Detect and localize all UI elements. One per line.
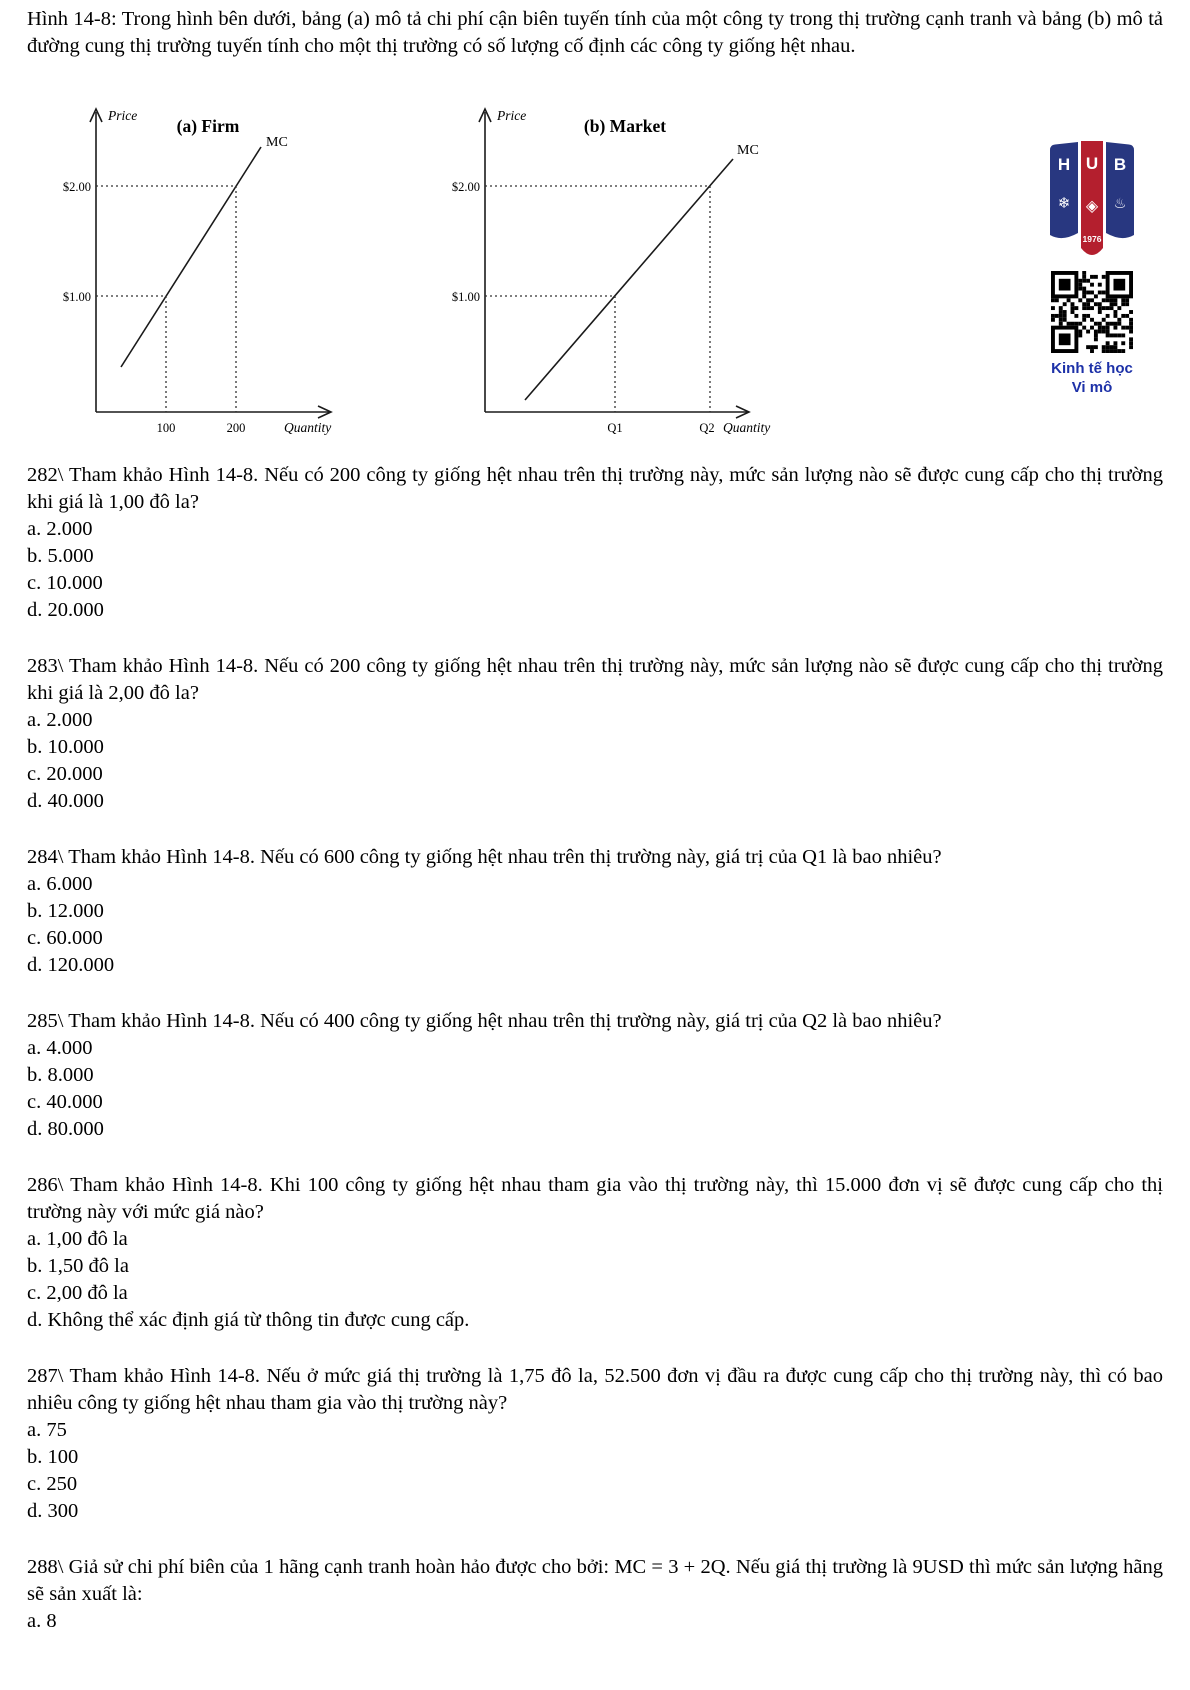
questions-list [27, 462, 1163, 1635]
answer-option: d. 120.000 [27, 954, 115, 976]
firm-price1-tick-label: $1.00 [62, 290, 91, 304]
question-282 [27, 462, 1163, 624]
firm-title: (a) Firm [176, 116, 240, 136]
logo-letter-b: B [1113, 155, 1127, 174]
firm-price-axis-label: Price [108, 108, 138, 123]
answer-option: b. 12.000 [27, 900, 104, 922]
course-caption-line2: Vi mô [1071, 379, 1113, 396]
answer-option: a. 8 [27, 1610, 57, 1632]
question-283 [27, 653, 1163, 815]
question-stem: 283\ Tham khảo Hình 14-8. Nếu có 200 công ty giống hệt nhau trên thị trường này, mức sản lượng nào sẽ được cung cấp cho thị trường khi giá là 2,00 đô la? [27, 655, 1163, 704]
firm-quantity-axis-label: Quantity [284, 420, 332, 435]
question-287 [27, 1363, 1163, 1525]
logo-letter-u: U [1085, 154, 1099, 173]
qr-code [1051, 271, 1133, 353]
answer-option: a. 75 [27, 1419, 67, 1441]
logo-diamond-emblem-icon: ◈ [1085, 198, 1099, 215]
logo-letter-h: H [1057, 155, 1071, 174]
firm-q100-tick-label: 100 [156, 421, 176, 435]
figure-panel [0, 96, 1190, 448]
market-q2-tick-label: Q2 [699, 421, 715, 435]
quiz-page [0, 6, 1190, 1690]
question-stem: 285\ Tham khảo Hình 14-8. Nếu có 400 công ty giống hệt nhau trên thị trường này, giá trị của Q2 là bao nhiêu? [27, 1010, 942, 1032]
market-price2-tick-label: $2.00 [451, 180, 480, 194]
question-stem: 288\ Giả sử chi phí biên của 1 hãng cạnh tranh hoàn hảo được cho bởi: MC = 3 + 2Q. Nếu giá thị trường là 9USD thì mức sản lượng hãng sẽ sản xuất là: [27, 1556, 1163, 1605]
answer-option: b. 5.000 [27, 545, 94, 567]
market-q1-tick-label: Q1 [607, 421, 623, 435]
firm-chart [46, 96, 348, 438]
market-mc-label: MC [737, 143, 759, 158]
answer-option: a. 1,00 đô la [27, 1228, 128, 1250]
figure-caption-intro: Hình 14-8: Trong hình bên dưới, bảng (a) mô tả chi phí cận biên tuyến tính của một công ty trong thị trường cạnh tranh và bảng (b) mô tả đường cung thị trường tuyến tính cho một thị trường có số lượng cố định các công ty giống hệt nhau. [27, 8, 1163, 57]
firm-q200-tick-label: 200 [226, 421, 246, 435]
answer-option: b. 8.000 [27, 1064, 94, 1086]
answer-option: b. 100 [27, 1446, 79, 1468]
market-quantity-axis-label: Quantity [723, 420, 771, 435]
answer-option: a. 2.000 [27, 709, 93, 731]
question-286 [27, 1172, 1163, 1334]
answer-option: a. 2.000 [27, 518, 93, 540]
answer-option: c. 40.000 [27, 1091, 103, 1113]
firm-price2-tick-label: $2.00 [62, 180, 91, 194]
firm-mc-curve [121, 147, 261, 367]
question-stem: 284\ Tham khảo Hình 14-8. Nếu có 600 công ty giống hệt nhau trên thị trường này, giá trị của Q1 là bao nhiêu? [27, 846, 942, 868]
market-chart [430, 96, 775, 438]
answer-option: d. 20.000 [27, 599, 104, 621]
question-stem: 282\ Tham khảo Hình 14-8. Nếu có 200 công ty giống hệt nhau trên thị trường này, mức sản lượng nào sẽ được cung cấp cho thị trường khi giá là 1,00 đô la? [27, 464, 1163, 513]
logo-year: 1976 [1082, 234, 1102, 244]
question-stem: 287\ Tham khảo Hình 14-8. Nếu ở mức giá thị trường là 1,75 đô la, 52.500 đơn vị đầu ra được cung cấp cho thị trường này, thì có bao nhiêu công ty giống hệt nhau tham gia vào thị trường này? [27, 1365, 1163, 1414]
answer-option: a. 6.000 [27, 873, 93, 895]
question-284 [27, 844, 1163, 979]
market-title: (b) Market [583, 116, 667, 136]
answer-option: c. 10.000 [27, 572, 103, 594]
answer-option: c. 2,00 đô la [27, 1282, 128, 1304]
logo-snowflake-emblem-icon: ❄ [1057, 195, 1071, 212]
course-caption-line1: Kinh tế học [1051, 360, 1133, 377]
market-price1-tick-label: $1.00 [451, 290, 480, 304]
question-285 [27, 1008, 1163, 1143]
answer-option: c. 20.000 [27, 763, 103, 785]
firm-mc-label: MC [266, 135, 288, 150]
answer-option: d. 80.000 [27, 1118, 104, 1140]
answer-option: c. 250 [27, 1473, 78, 1495]
answer-option: b. 10.000 [27, 736, 104, 758]
answer-option: c. 60.000 [27, 927, 103, 949]
answer-option: a. 4.000 [27, 1037, 93, 1059]
question-288 [27, 1554, 1163, 1635]
branding-block [1040, 136, 1144, 397]
answer-option: b. 1,50 đô la [27, 1255, 129, 1277]
answer-option: d. 300 [27, 1500, 79, 1522]
answer-option: d. Không thể xác định giá từ thông tin được cung cấp. [27, 1309, 470, 1331]
market-mc-curve [525, 159, 733, 400]
market-price-axis-label: Price [497, 108, 527, 123]
answer-option: d. 40.000 [27, 790, 104, 812]
hub-university-logo [1044, 136, 1140, 264]
question-stem: 286\ Tham khảo Hình 14-8. Khi 100 công ty giống hệt nhau tham gia vào thị trường này, thì 15.000 đơn vị sẽ được cung cấp cho thị trường này với mức giá nào? [27, 1174, 1163, 1223]
logo-lamp-emblem-icon: ♨ [1113, 195, 1127, 211]
